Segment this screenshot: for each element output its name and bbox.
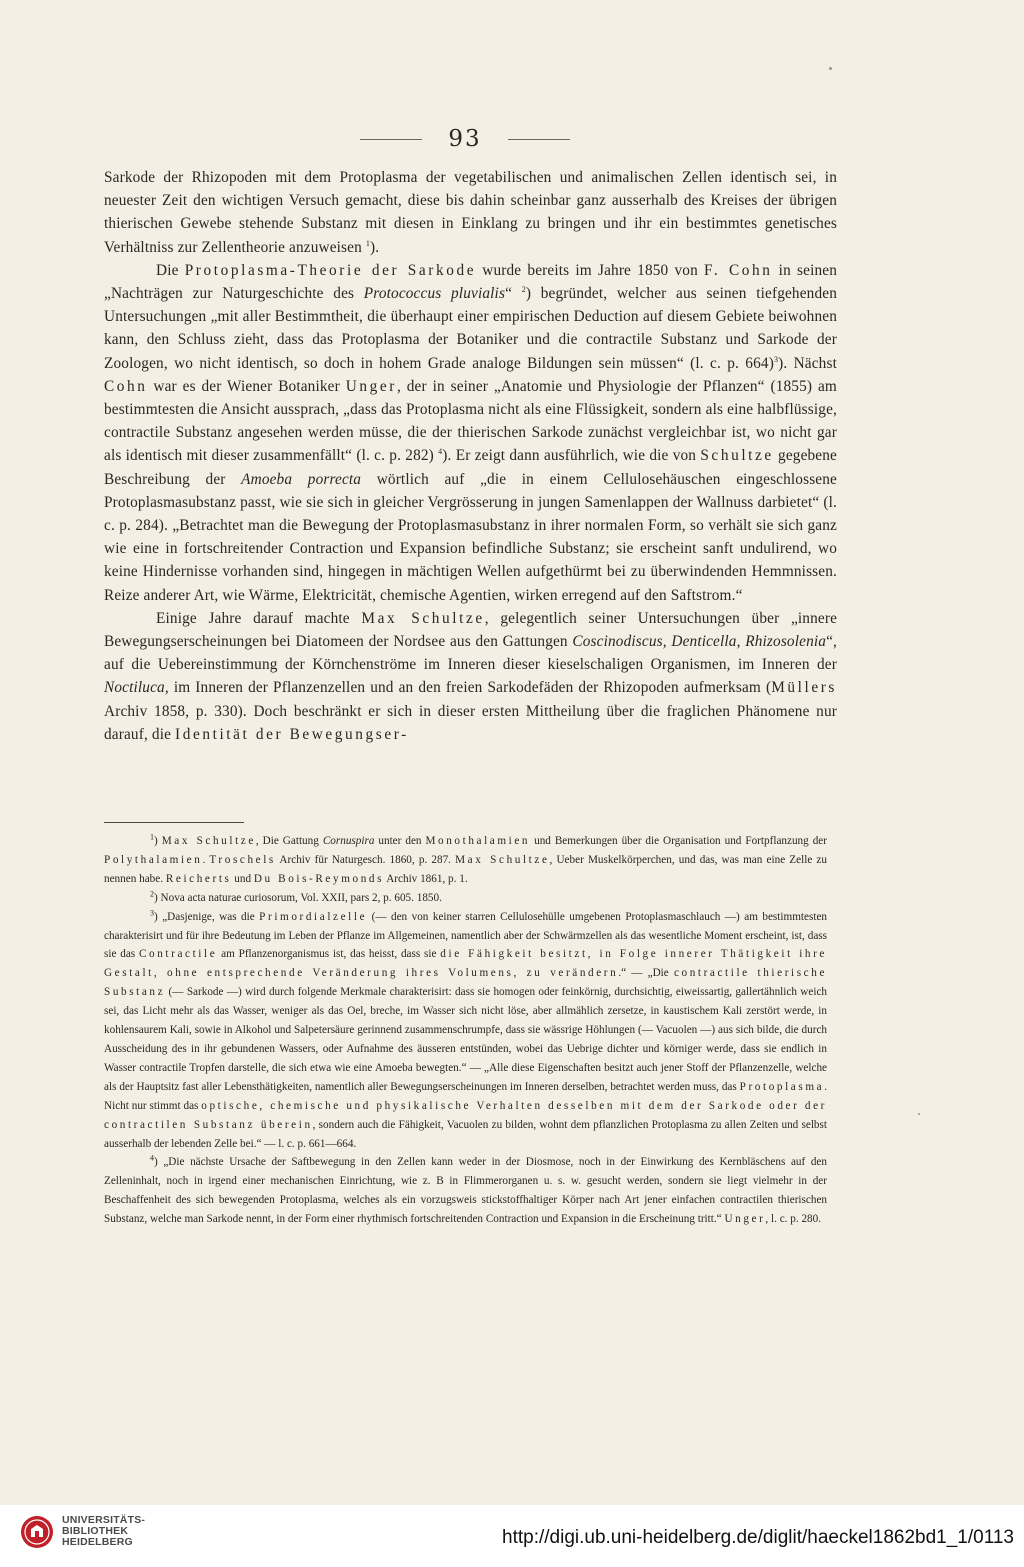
text-run: F. Cohn xyxy=(704,261,773,279)
footnote xyxy=(104,908,827,1154)
page-header xyxy=(360,126,570,152)
text-run: im Inneren der Pflanzenzellen und an den freien Sarkodefäden der Rhizopoden aufmerksam ( xyxy=(168,679,772,697)
footnote-marker: 1 xyxy=(365,238,371,248)
text-run: ) begründet, welcher aus seinen tiefgehenden Untersuchungen „mit aller Bestimmtheit, die überhaupt einer empirischen Deduction auf diesem Gebiete beiwohnen kann, den Schluss zieht, dass das Protoplasma der Botaniker und die contractile Substanz und Sarkode der Zoologen, wo nicht identisch, so doch in hohem Grade analoge Bildungen sein müssen“ (l. c. p. 664) xyxy=(104,285,837,372)
footnote-marker: 4 xyxy=(150,1153,154,1163)
text-run: die Fähigkeit besitzt, in Folge innerer Thätigkeit ihre Gestalt, ohne entsprechende Veränderung ihres Volumens, zu verändern xyxy=(104,948,827,980)
footnote-marker: 1 xyxy=(150,832,154,842)
text-run: Noctiluca, xyxy=(104,679,169,697)
text-run: Max Schultze xyxy=(161,835,256,847)
text-run: Protococcus pluvialis xyxy=(363,285,506,303)
logo-line: BIBLIOTHEK xyxy=(62,1525,129,1537)
text-run: ). Nächst xyxy=(778,354,837,372)
text-run: Archiv 1861, p. 1. xyxy=(384,872,468,885)
text-run: Schultze xyxy=(700,447,774,465)
text-run: ) „Dasjenige, was die xyxy=(154,910,260,923)
permalink-url[interactable]: http://digi.ub.uni-heidelberg.de/diglit/haeckel1862bd1_1/0113 xyxy=(502,1527,1014,1548)
text-run: war es der Wiener Botaniker xyxy=(147,377,346,395)
text-run: Polythalamien xyxy=(104,853,203,866)
paper-speck xyxy=(918,1113,920,1115)
footnote xyxy=(104,832,827,889)
text-run: am Pflanzenorganismus ist, das heisst, dass sie xyxy=(217,948,441,961)
text-run: Unger xyxy=(345,377,397,395)
text-run: , der in seiner „Anatomie und Physiologie der Pflanzen“ (1855) am bestimmtesten die Ansicht aussprach, „dass das Protoplasma nicht als eine Flüssigkeit, sondern als eine halbflüssige, contractile Substanz angesehen werden müsse, die der thierischen Sarkode zunächst vergleichbar ist, wo nicht gar als identisch mit dieser zusammenfällt“ (l. c. p. 282) xyxy=(104,377,837,465)
footnote-marker: 3 xyxy=(773,354,779,364)
paragraph xyxy=(104,166,837,259)
text-run: , Ueber Muskelkörperchen, und das, was man eine Zelle zu nennen habe. xyxy=(104,853,827,885)
text-run: Protoplasma xyxy=(739,1080,825,1093)
text-run: , sondern auch die Fähigkeit, Vacuolen zu bilden, wohnt dem pflanzlichen Protoplasma zu allen Zeiten und selbst ausserhalb der lebenden Zelle bei.“ — l. c. p. 661—664. xyxy=(104,1118,827,1150)
text-run: unter den xyxy=(374,835,426,847)
viewer-footer xyxy=(0,1505,1024,1567)
footnote-marker: 3 xyxy=(150,907,154,917)
logo-line: HEIDELBERG xyxy=(62,1536,133,1548)
text-run: , Die Gattung xyxy=(255,835,323,847)
text-run: ) xyxy=(154,835,162,847)
text-run: Du Bois-Reymonds xyxy=(253,872,385,885)
text-run: . xyxy=(202,853,210,866)
page-number: 93 xyxy=(448,126,482,152)
text-run: ). Er zeigt dann ausführlich, wie die von xyxy=(442,447,701,465)
text-run: contractile thierische Substanz xyxy=(104,967,828,999)
text-run: Unger xyxy=(724,1213,766,1226)
header-rule-left xyxy=(360,139,422,140)
footnote-marker: 2 xyxy=(150,888,154,898)
paper-speck xyxy=(829,67,832,70)
text-run: ) Nova acta naturae curiosorum, Vol. XXII, pars 2, p. 605. 1850. xyxy=(154,891,442,904)
text-run: in seinen „Nachträgen zur Naturgeschichte des xyxy=(104,261,837,303)
library-logo-text xyxy=(62,1515,145,1548)
text-run: wörtlich auf „die in einem Cellulosehäuschen eingeschlossene Protoplasmasubstanz passt, wie sie sich in gleicher Vergrösserung in jungen Samenlappen der Wallnuss darbietet“ (l. c. p. 284). „Betrachtet man die Bewegung der Protoplasmasubstanz in ihrer normalen Form, so verhält sie sich ganz wie eine in fortschreitender Contraction und Expansion befindliche Substanz; sie erscheint sanft undulirend, wo keine Hindernisse vorhanden sind, hingegen in mächtigen Wellen aufgethürmt bei zu überwindenden Hemmnissen. Reize anderer Art, wie Wärme, Elektricität, chemische Agentien, wirken erregend auf den Saftstrom.“ xyxy=(104,470,837,604)
logo-line: UNIVERSITÄTS- xyxy=(62,1514,146,1526)
body-text xyxy=(104,166,837,746)
text-run: Troschels xyxy=(209,853,276,866)
text-run: Einige Jahre darauf machte xyxy=(156,609,362,627)
text-run: , l. c. p. 280. xyxy=(765,1213,822,1226)
footnote xyxy=(104,1153,827,1229)
text-run: (— den von keiner starren Cellulosehülle umgebenen Protoplasmaschlauch —) am bestimmtesten charakterisirt und für ihre Bedeutung im Leben der Pflanze im Allgemeinen, namentlich aber der Schwärmzellen als das wesentliche Moment erscheint, ist, dass sie das xyxy=(104,910,827,961)
text-run: Monothalamien xyxy=(425,835,531,847)
text-run: (— Sarkode —) wird durch folgende Merkmale charakterisirt: dass sie homogen oder feinkörnig, durchsichtig, eiweissartig, gallertähnlich weich sei, das Licht mehr als das Wasser, weniger als das Oel, breche, im Wasser sich nicht löse, aber allmählich zersetze, in kaustischem Kali zerstört werde, in kohlensaurem Kali, sowie in Alkohol und Salpetersäure gerinnend zusammenschrumpfe, dass sie wässrige Höhlungen (— Vacuolen —) aus sich bilde, die durch Ausscheidung des in ihr gebundenen Wassers, oder Aufnahme des äusseren entstünden, wobei das Uebrige dichter und körniger werde, dass sie endlich in Wasser contractile Tropfen darstelle, die sich etwa wie eine Amoeba bewegten.“ — „Alle diese Eigenschaften besitzt auch jener Stoff der Pflanzenzelle, welche als der Hauptsitz fast aller Lebensthätigkeiten, namentlich aller Bewegungserscheinungen im Inneren derselben, betrachtet werden muss, das xyxy=(104,986,827,1093)
text-run: .“ — „Die xyxy=(618,967,674,980)
text-run: Reicherts xyxy=(165,872,232,885)
footnote-marker: 4 xyxy=(438,447,443,457)
library-seal-icon xyxy=(20,1515,54,1549)
text-run: Sarkode der Rhizopoden mit dem Protoplasma der vegetabilischen und animalischen Zellen identisch sei, in neuester Zeit den wichtigen Versuch gemacht, diese bis dahin scheinbar ganz ausserhalb des Kreises der übrigen thierischen Gewebe stehende Substanz mit diesen in Einklang zu bringen und ihr ein bestimmtes genetisches Verhältniss zur Zellentheorie anzuweisen xyxy=(104,169,837,256)
footnote xyxy=(104,889,827,908)
text-run: “, auf die Uebereinstimmung der Körnchenströme im Inneren dieser kieselschaligen Organismen, im Inneren der xyxy=(104,633,837,674)
text-run: Cornuspira xyxy=(322,835,375,847)
text-run: optische, chemische und physikalische Verhalten desselben mit dem der Sarkode oder der contractilen Substanz überein xyxy=(104,1099,828,1131)
text-run: wurde bereits im Jahre 1850 von xyxy=(476,261,705,279)
text-run: Max Schultze xyxy=(361,609,485,627)
footnote-separator xyxy=(104,822,244,823)
text-run: und xyxy=(231,872,254,885)
text-run: ) „Die nächste Ursache der Saftbewegung in den Zellen kann weder in der Diosmose, noch in der Einwirkung des Kernbläschens auf den Zelleninhalt, noch in irgend einer mechanischen Einrichtung, wie z. B in Flimmerorganen u. s. w. gesucht werden, sondern sie liegt vielmehr in der Beschaffenheit des sich bewegenden Protoplasma, welches als ein vorzugsweis stickstoffhaltiger Körper nach Art jener einfachen contractilen thierischen Substanz, welche man Sarkode nennt, in der Form einer rhythmisch fortschreitenden Contraction und Expansion in die Erscheinung tritt.“ xyxy=(104,1156,827,1226)
text-run: , gelegentlich seiner Untersuchungen über „innere Bewegungserscheinungen bei Diatomeen der Nordsee aus den Gattungen xyxy=(104,609,838,651)
text-run: Amoeba porrecta xyxy=(241,470,362,488)
text-run: Cohn xyxy=(104,377,148,395)
text-run: Protoplasma-Theorie der Sarkode xyxy=(184,261,477,279)
text-run: Archiv für Naturgesch. 1860, p. 287. xyxy=(275,853,456,866)
text-run: gegebene Beschreibung der xyxy=(104,447,837,488)
paragraph xyxy=(104,607,837,746)
text-run: Identität der Bewegungser- xyxy=(175,725,409,743)
text-run: und Bemerkungen über die Organisation und Fortpflanzung der xyxy=(530,835,828,847)
text-run: Coscinodiscus, Denticella, Rhizosolenia xyxy=(572,633,827,651)
text-run: “ xyxy=(505,285,522,303)
header-rule-right xyxy=(508,139,570,140)
text-run: Primordialzelle xyxy=(259,910,368,923)
footnotes xyxy=(104,832,827,1229)
text-run: Max Schultze xyxy=(455,853,550,866)
paragraph xyxy=(104,259,837,607)
text-run: Contractile xyxy=(138,948,218,961)
text-run: . Nicht nur stimmt das xyxy=(104,1080,827,1112)
text-run: Die xyxy=(156,261,185,279)
footnote-marker: 2 xyxy=(521,284,526,294)
text-run: Müllers xyxy=(771,679,837,697)
text-run: ). xyxy=(370,238,380,256)
text-run: Archiv 1858, p. 330). Doch beschränkt er sich in dieser ersten Mittheilung über die fraglichen Phänomene nur darauf, die xyxy=(104,702,837,743)
